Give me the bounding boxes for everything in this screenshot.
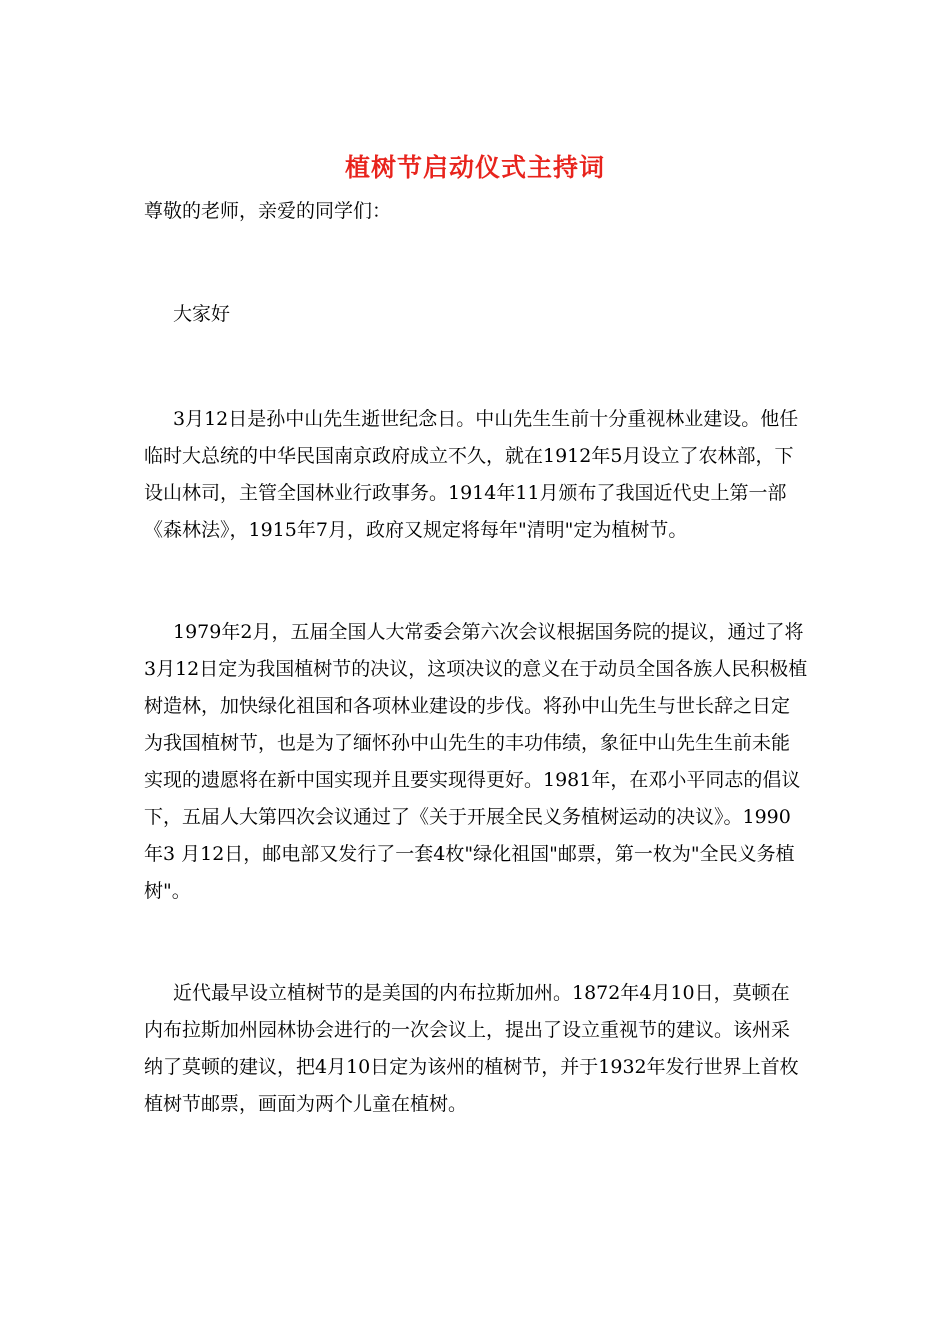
paragraph-greeting: 大家好	[173, 303, 231, 325]
document-title: 植树节启动仪式主持词	[344, 153, 605, 182]
paragraph-history-1979: 1979年2月，五届全国人大常委会第六次会议根据国务院的提议，通过了将3月12日定为我国植树节的决议，这项决议的意义在于动员全国各族人民积极植树造林，加快绿化祖国和各项林业建设的步伐。将孙中山先生与世长辞之日定为我国植树节，也是为了缅怀孙中山先生的丰功伟绩，象征中山先生生前未能实现的遗愿将在新中国实现并且要实现得更好。1981年，在邓小平同志的倡议下，五届人大第四次会议通过了《关于开展全民义务植树运动的决议》。1990年3 月12日，邮电部又发行了一套4枚"绿化祖国"邮票，第一枚为"全民义务植树"。	[144, 621, 808, 902]
paragraph-history-1912: 3月12日是孙中山先生逝世纪念日。中山先生生前十分重视林业建设。他任临时大总统的中华民国南京政府成立不久，就在1912年5月设立了农林部，下设山林司，主管全国林业行政事务。1914年11月颁布了我国近代史上第一部《森林法》，1915年7月，政府又规定将每年"清明"定为植树节。	[144, 408, 799, 541]
salutation: 尊敬的老师，亲爱的同学们：	[144, 200, 392, 222]
paragraph-nebraska: 近代最早设立植树节的是美国的内布拉斯加州。1872年4月10日，莫顿在内布拉斯加州园林协会进行的一次会议上，提出了设立重视节的建议。该州采纳了莫顿的建议，把4月10日定为该州的植树节，并于1932年发行世界上首枚植树节邮票，画面为两个儿童在植树。	[144, 982, 799, 1115]
